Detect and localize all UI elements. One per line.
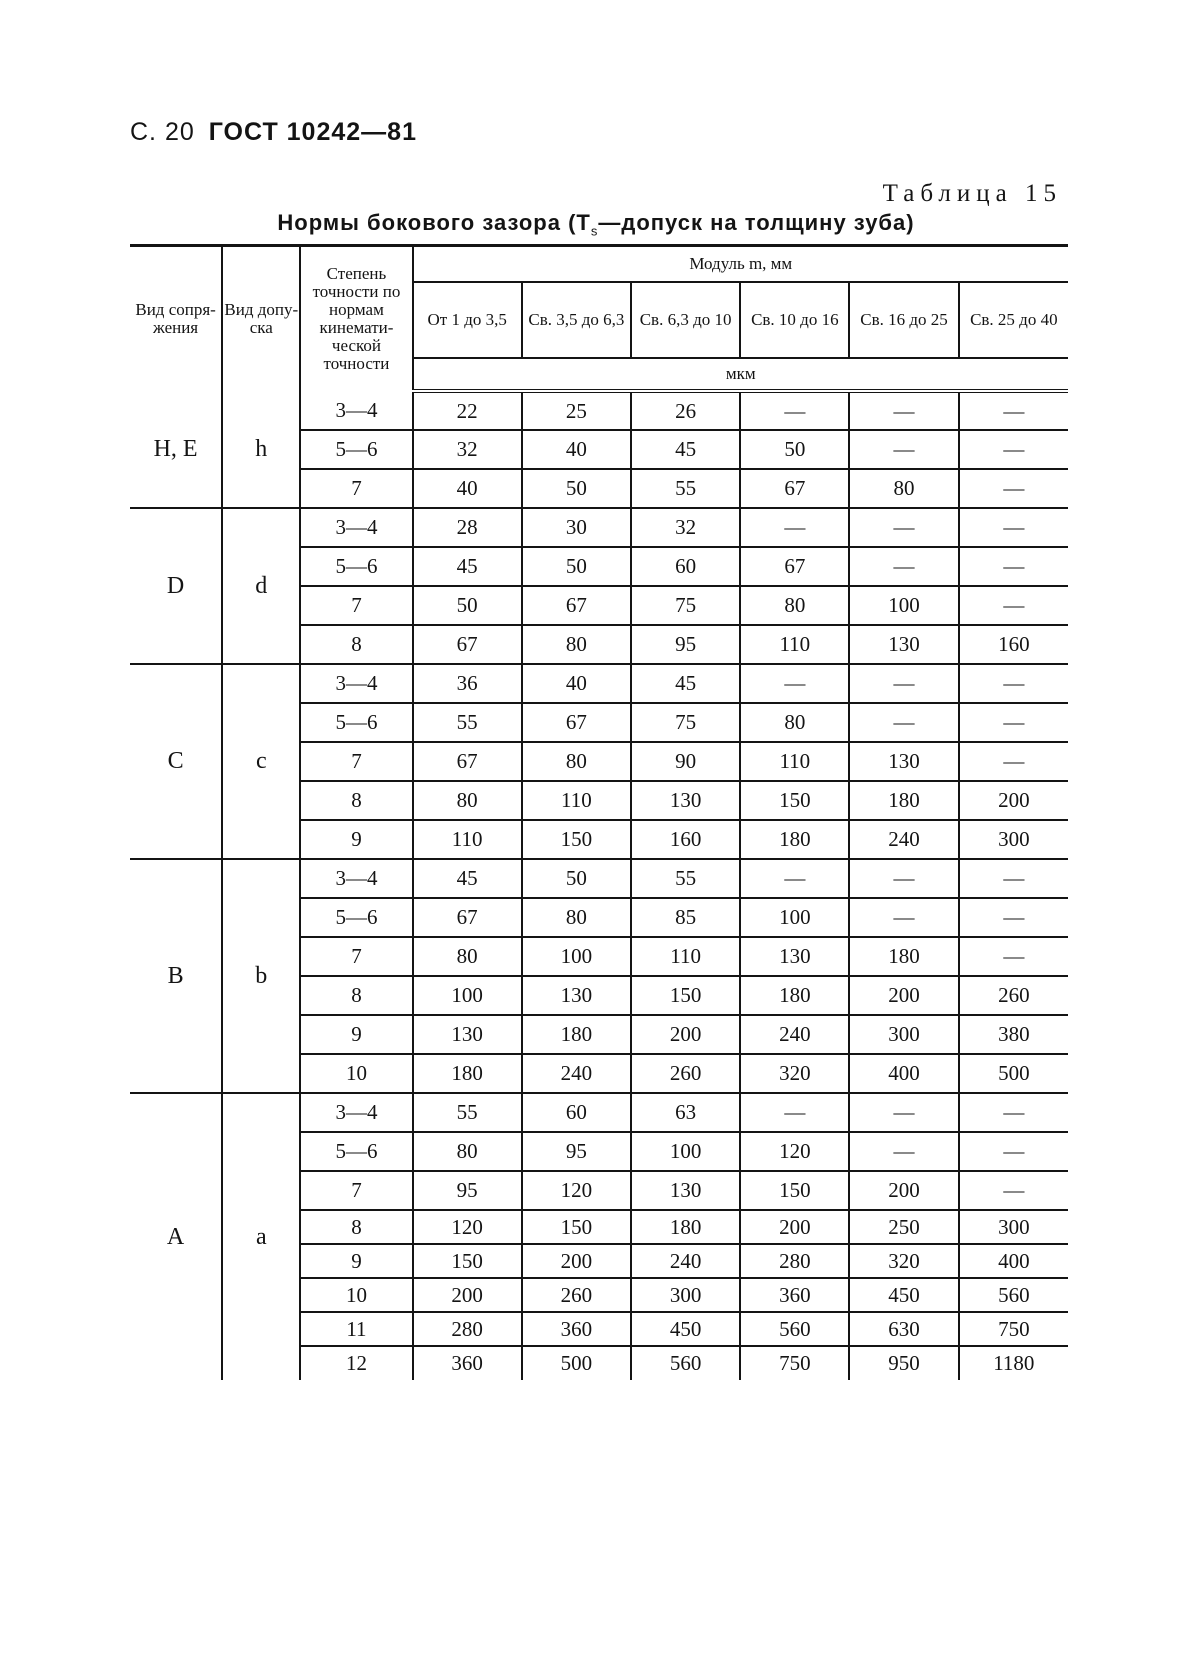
clearance-value: 130 bbox=[522, 976, 631, 1015]
clearance-value: 130 bbox=[740, 937, 849, 976]
accuracy-degree: 8 bbox=[300, 976, 412, 1015]
header-module: Модуль m, мм bbox=[413, 246, 1068, 283]
clearance-value: — bbox=[740, 859, 849, 898]
clearance-value: 300 bbox=[959, 1210, 1068, 1244]
clearance-value: 130 bbox=[631, 781, 740, 820]
clearance-value: 150 bbox=[522, 1210, 631, 1244]
clearance-value: 55 bbox=[631, 469, 740, 508]
clearance-value: 300 bbox=[959, 820, 1068, 859]
clearance-value: 160 bbox=[959, 625, 1068, 664]
clearance-value: 240 bbox=[631, 1244, 740, 1278]
clearance-value: 240 bbox=[522, 1054, 631, 1093]
accuracy-degree: 3—4 bbox=[300, 664, 412, 703]
clearance-value: 45 bbox=[631, 430, 740, 469]
clearance-value: 80 bbox=[413, 1132, 522, 1171]
clearance-value: — bbox=[849, 1093, 958, 1132]
accuracy-degree: 7 bbox=[300, 742, 412, 781]
clearance-value: 150 bbox=[522, 820, 631, 859]
clearance-value: 240 bbox=[740, 1015, 849, 1054]
clearance-value: 560 bbox=[959, 1278, 1068, 1312]
clearance-value: 360 bbox=[740, 1278, 849, 1312]
clearance-value: 95 bbox=[631, 625, 740, 664]
clearance-value: 110 bbox=[522, 781, 631, 820]
clearance-value: 180 bbox=[849, 937, 958, 976]
clearance-value: 50 bbox=[522, 859, 631, 898]
clearance-value: 60 bbox=[522, 1093, 631, 1132]
accuracy-degree: 5—6 bbox=[300, 547, 412, 586]
accuracy-degree: 5—6 bbox=[300, 703, 412, 742]
table-row bbox=[130, 859, 1068, 898]
clearance-value: 67 bbox=[740, 547, 849, 586]
accuracy-degree: 10 bbox=[300, 1054, 412, 1093]
accuracy-degree: 7 bbox=[300, 1171, 412, 1210]
accuracy-degree: 12 bbox=[300, 1346, 412, 1380]
clearance-value: 80 bbox=[522, 742, 631, 781]
clearance-value: — bbox=[959, 391, 1068, 430]
clearance-value: 67 bbox=[413, 898, 522, 937]
table-row bbox=[130, 664, 1068, 703]
clearance-value: 67 bbox=[413, 625, 522, 664]
clearance-value: — bbox=[959, 937, 1068, 976]
accuracy-degree: 11 bbox=[300, 1312, 412, 1346]
clearance-value: 90 bbox=[631, 742, 740, 781]
clearance-value: 67 bbox=[522, 703, 631, 742]
clearance-value: — bbox=[849, 703, 958, 742]
clearance-value: — bbox=[959, 664, 1068, 703]
clearance-value: 300 bbox=[849, 1015, 958, 1054]
clearance-value: 750 bbox=[959, 1312, 1068, 1346]
clearance-value: — bbox=[959, 469, 1068, 508]
accuracy-degree: 10 bbox=[300, 1278, 412, 1312]
clearance-value: 630 bbox=[849, 1312, 958, 1346]
clearance-value: 120 bbox=[740, 1132, 849, 1171]
clearance-value: — bbox=[849, 898, 958, 937]
clearance-value: — bbox=[849, 664, 958, 703]
table-label: Таблица 15 bbox=[882, 180, 1062, 207]
clearance-value: 180 bbox=[740, 976, 849, 1015]
clearance-value: 180 bbox=[522, 1015, 631, 1054]
tolerance-type: b bbox=[222, 859, 300, 1093]
clearance-value: 80 bbox=[522, 625, 631, 664]
clearance-value: 130 bbox=[413, 1015, 522, 1054]
tolerance-type: h bbox=[222, 391, 300, 508]
clearance-value: 200 bbox=[740, 1210, 849, 1244]
clearance-value: — bbox=[959, 1132, 1068, 1171]
accuracy-degree: 5—6 bbox=[300, 1132, 412, 1171]
header-unit: мкм bbox=[413, 358, 1068, 391]
header-range: Св. 10 до 16 bbox=[740, 282, 849, 358]
clearance-value: 240 bbox=[849, 820, 958, 859]
header-range: Св. 3,5 до 6,3 bbox=[522, 282, 631, 358]
clearance-norms-table bbox=[130, 244, 1068, 1380]
clearance-value: 150 bbox=[631, 976, 740, 1015]
clearance-value: — bbox=[959, 508, 1068, 547]
header-range: Св. 25 до 40 bbox=[959, 282, 1068, 358]
clearance-value: 400 bbox=[959, 1244, 1068, 1278]
clearance-value: 360 bbox=[522, 1312, 631, 1346]
clearance-value: — bbox=[740, 1093, 849, 1132]
table-body bbox=[130, 391, 1068, 1380]
clearance-value: 100 bbox=[522, 937, 631, 976]
clearance-value: 40 bbox=[413, 469, 522, 508]
clearance-value: 100 bbox=[740, 898, 849, 937]
clearance-value: 130 bbox=[849, 742, 958, 781]
clearance-value: 360 bbox=[413, 1346, 522, 1380]
mating-type: A bbox=[130, 1093, 222, 1380]
clearance-value: 130 bbox=[849, 625, 958, 664]
clearance-value: 80 bbox=[849, 469, 958, 508]
clearance-value: 75 bbox=[631, 586, 740, 625]
clearance-value: — bbox=[959, 742, 1068, 781]
clearance-value: 25 bbox=[522, 391, 631, 430]
header-range: Св. 6,3 до 10 bbox=[631, 282, 740, 358]
clearance-value: 55 bbox=[413, 703, 522, 742]
clearance-value: — bbox=[740, 508, 849, 547]
clearance-value: 260 bbox=[631, 1054, 740, 1093]
accuracy-degree: 3—4 bbox=[300, 508, 412, 547]
mating-type: H, E bbox=[130, 391, 222, 508]
clearance-value: 180 bbox=[740, 820, 849, 859]
clearance-value: 500 bbox=[522, 1346, 631, 1380]
clearance-value: — bbox=[849, 1132, 958, 1171]
mating-type: C bbox=[130, 664, 222, 859]
accuracy-degree: 7 bbox=[300, 937, 412, 976]
table-title bbox=[130, 210, 1062, 238]
header-degree: Степень точности по нормам кинемати- ческой точности bbox=[300, 246, 412, 392]
clearance-value: 60 bbox=[631, 547, 740, 586]
clearance-value: 320 bbox=[849, 1244, 958, 1278]
table-row bbox=[130, 508, 1068, 547]
title-subscript: s bbox=[590, 223, 599, 239]
clearance-value: 22 bbox=[413, 391, 522, 430]
clearance-value: 32 bbox=[631, 508, 740, 547]
clearance-value: 150 bbox=[740, 781, 849, 820]
accuracy-degree: 3—4 bbox=[300, 1093, 412, 1132]
clearance-value: 130 bbox=[631, 1171, 740, 1210]
clearance-value: 100 bbox=[413, 976, 522, 1015]
clearance-value: 63 bbox=[631, 1093, 740, 1132]
clearance-value: 45 bbox=[631, 664, 740, 703]
accuracy-degree: 9 bbox=[300, 1244, 412, 1278]
clearance-value: 40 bbox=[522, 664, 631, 703]
clearance-value: 160 bbox=[631, 820, 740, 859]
clearance-value: 100 bbox=[849, 586, 958, 625]
clearance-value: 110 bbox=[631, 937, 740, 976]
clearance-value: 40 bbox=[522, 430, 631, 469]
clearance-value: 260 bbox=[522, 1278, 631, 1312]
page-number: С. 20 bbox=[130, 118, 195, 146]
clearance-value: 67 bbox=[413, 742, 522, 781]
clearance-value: — bbox=[959, 547, 1068, 586]
accuracy-degree: 7 bbox=[300, 469, 412, 508]
clearance-value: 67 bbox=[522, 586, 631, 625]
clearance-value: 85 bbox=[631, 898, 740, 937]
clearance-value: — bbox=[959, 586, 1068, 625]
clearance-value: 45 bbox=[413, 547, 522, 586]
clearance-value: 80 bbox=[740, 703, 849, 742]
clearance-value: 120 bbox=[522, 1171, 631, 1210]
clearance-value: — bbox=[959, 430, 1068, 469]
clearance-value: 80 bbox=[522, 898, 631, 937]
mating-type: D bbox=[130, 508, 222, 664]
clearance-value: 150 bbox=[740, 1171, 849, 1210]
clearance-value: 55 bbox=[413, 1093, 522, 1132]
clearance-value: 30 bbox=[522, 508, 631, 547]
accuracy-degree: 5—6 bbox=[300, 898, 412, 937]
tolerance-type: d bbox=[222, 508, 300, 664]
clearance-value: 180 bbox=[413, 1054, 522, 1093]
clearance-value: 560 bbox=[631, 1346, 740, 1380]
clearance-value: 950 bbox=[849, 1346, 958, 1380]
clearance-value: 750 bbox=[740, 1346, 849, 1380]
clearance-value: 75 bbox=[631, 703, 740, 742]
clearance-value: — bbox=[959, 1171, 1068, 1210]
clearance-value: 200 bbox=[959, 781, 1068, 820]
clearance-value: 67 bbox=[740, 469, 849, 508]
clearance-value: 26 bbox=[631, 391, 740, 430]
clearance-value: 1180 bbox=[993, 1351, 1035, 1375]
clearance-value: 150 bbox=[413, 1244, 522, 1278]
accuracy-degree: 3—4 bbox=[300, 859, 412, 898]
clearance-value: 95 bbox=[522, 1132, 631, 1171]
clearance-value: 380 bbox=[959, 1015, 1068, 1054]
tolerance-type: a bbox=[222, 1093, 300, 1380]
clearance-value: 55 bbox=[631, 859, 740, 898]
accuracy-degree: 8 bbox=[300, 781, 412, 820]
clearance-value: 50 bbox=[413, 586, 522, 625]
accuracy-degree: 8 bbox=[300, 1210, 412, 1244]
title-text: Нормы бокового зазора (T bbox=[277, 210, 591, 235]
header-vid: Вид сопря- жения bbox=[130, 246, 222, 392]
accuracy-degree: 9 bbox=[300, 820, 412, 859]
header-range: От 1 до 3,5 bbox=[413, 282, 522, 358]
clearance-value: 45 bbox=[413, 859, 522, 898]
clearance-value: 200 bbox=[631, 1015, 740, 1054]
table-row bbox=[130, 391, 1068, 430]
accuracy-degree: 3—4 bbox=[300, 391, 412, 430]
accuracy-degree: 9 bbox=[300, 1015, 412, 1054]
clearance-value: 28 bbox=[413, 508, 522, 547]
clearance-value: — bbox=[959, 703, 1068, 742]
title-text-end: —допуск на толщину зуба) bbox=[598, 210, 915, 235]
clearance-value: 36 bbox=[413, 664, 522, 703]
clearance-value: 260 bbox=[959, 976, 1068, 1015]
clearance-value: — bbox=[849, 508, 958, 547]
clearance-value: 120 bbox=[413, 1210, 522, 1244]
gost-number: ГОСТ 10242—81 bbox=[208, 118, 417, 146]
clearance-value: 110 bbox=[740, 742, 849, 781]
clearance-value: 180 bbox=[849, 781, 958, 820]
clearance-value: 110 bbox=[740, 625, 849, 664]
accuracy-degree: 7 bbox=[300, 586, 412, 625]
clearance-value: 200 bbox=[849, 1171, 958, 1210]
clearance-value: 300 bbox=[631, 1278, 740, 1312]
clearance-value: 280 bbox=[413, 1312, 522, 1346]
clearance-value: 110 bbox=[413, 820, 522, 859]
clearance-value: 500 bbox=[959, 1054, 1068, 1093]
clearance-value: 450 bbox=[631, 1312, 740, 1346]
clearance-value: 250 bbox=[849, 1210, 958, 1244]
table-row bbox=[130, 1093, 1068, 1132]
clearance-value: 200 bbox=[522, 1244, 631, 1278]
accuracy-degree: 8 bbox=[300, 625, 412, 664]
clearance-value: 80 bbox=[740, 586, 849, 625]
clearance-value: 50 bbox=[522, 469, 631, 508]
clearance-value: 50 bbox=[740, 430, 849, 469]
mating-type: B bbox=[130, 859, 222, 1093]
accuracy-degree: 5—6 bbox=[300, 430, 412, 469]
clearance-value: — bbox=[959, 898, 1068, 937]
clearance-value: — bbox=[849, 859, 958, 898]
clearance-value: 32 bbox=[413, 430, 522, 469]
clearance-value: — bbox=[849, 391, 958, 430]
clearance-value: 400 bbox=[849, 1054, 958, 1093]
clearance-value: 100 bbox=[631, 1132, 740, 1171]
clearance-value: 200 bbox=[413, 1278, 522, 1312]
clearance-value: 200 bbox=[849, 976, 958, 1015]
clearance-value: — bbox=[959, 859, 1068, 898]
header-range: Св. 16 до 25 bbox=[849, 282, 958, 358]
clearance-value: — bbox=[849, 430, 958, 469]
page-header bbox=[130, 118, 417, 147]
header-dop: Вид допу- ска bbox=[222, 246, 300, 392]
clearance-value: 80 bbox=[413, 937, 522, 976]
clearance-value: — bbox=[740, 391, 849, 430]
clearance-value: 80 bbox=[413, 781, 522, 820]
clearance-value: 180 bbox=[631, 1210, 740, 1244]
clearance-value: 450 bbox=[849, 1278, 958, 1312]
clearance-value: 50 bbox=[522, 547, 631, 586]
clearance-value: 320 bbox=[740, 1054, 849, 1093]
clearance-value: 560 bbox=[740, 1312, 849, 1346]
clearance-value: — bbox=[849, 547, 958, 586]
clearance-value: — bbox=[740, 664, 849, 703]
clearance-value: — bbox=[959, 1093, 1068, 1132]
clearance-value: 95 bbox=[413, 1171, 522, 1210]
tolerance-type: c bbox=[222, 664, 300, 859]
clearance-value: 280 bbox=[740, 1244, 849, 1278]
